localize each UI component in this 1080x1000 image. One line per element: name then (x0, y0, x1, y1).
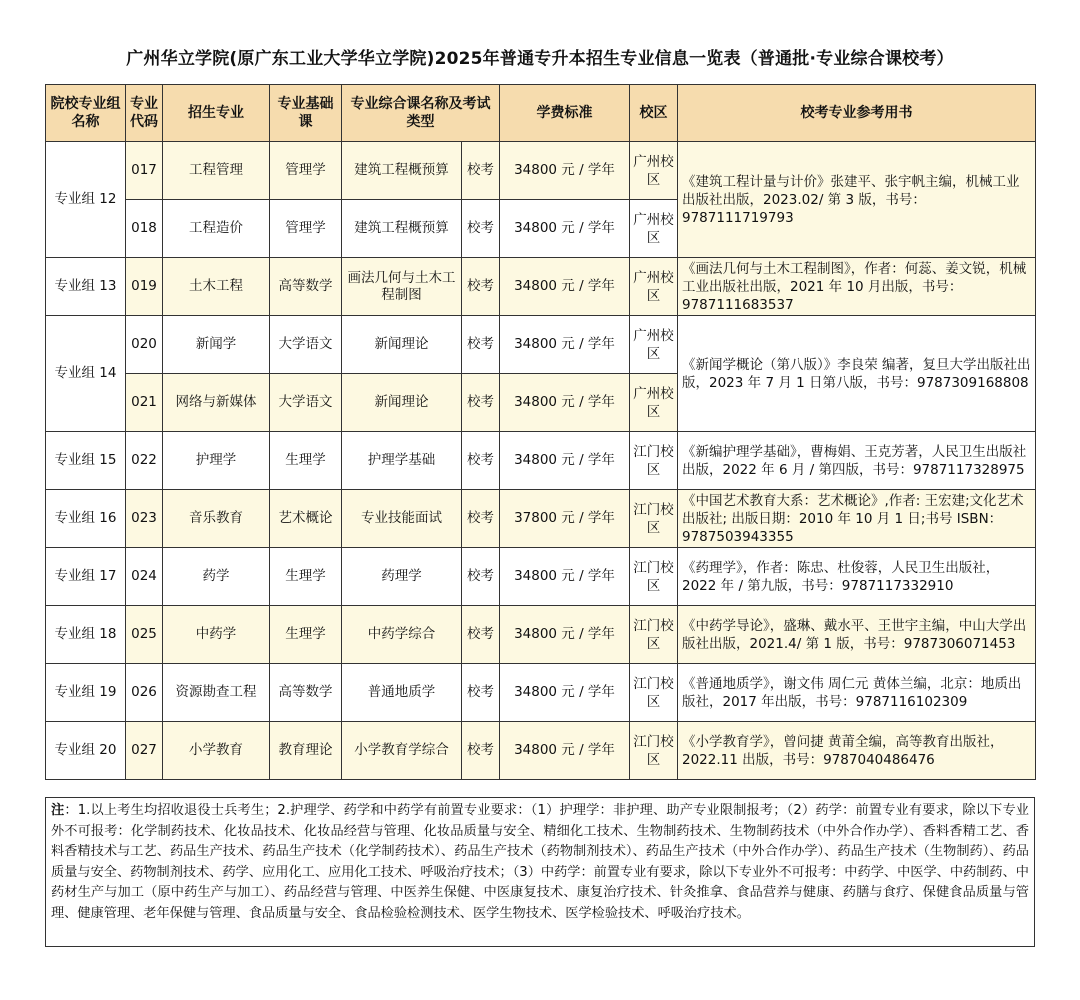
campus-cell: 江门校区 (630, 606, 678, 664)
course-name-cell: 新闻理论 (342, 374, 462, 432)
header-major: 招生专业 (163, 85, 270, 142)
header-books: 校考专业参考用书 (678, 85, 1036, 142)
group-name-cell: 专业组 16 (46, 490, 126, 548)
major-cell: 新闻学 (163, 316, 270, 374)
header-code: 专业代码 (126, 85, 163, 142)
table-row (46, 142, 1036, 200)
exam-type-cell: 校考 (462, 374, 500, 432)
notes-box (45, 797, 1035, 947)
table-row (46, 722, 1036, 780)
exam-type-cell: 校考 (462, 606, 500, 664)
fee-cell: 34800 元 / 学年 (500, 432, 630, 490)
course-name-cell: 普通地质学 (342, 664, 462, 722)
table-row (46, 258, 1036, 316)
campus-cell: 广州校区 (630, 316, 678, 374)
group-name-cell: 专业组 14 (46, 316, 126, 432)
header-course: 专业综合课名称及考试类型 (342, 85, 500, 142)
fee-cell: 34800 元 / 学年 (500, 722, 630, 780)
campus-cell: 江门校区 (630, 722, 678, 780)
course-name-cell: 护理学基础 (342, 432, 462, 490)
table-row (46, 490, 1036, 548)
campus-cell: 广州校区 (630, 374, 678, 432)
base-course-cell: 教育理论 (270, 722, 342, 780)
campus-cell: 江门校区 (630, 490, 678, 548)
reference-book-cell: 《新闻学概论（第八版）》李良荣 编著，复旦大学出版社出版，2023 年 7 月 1 日第八版，书号：9787309168808 (678, 316, 1036, 432)
reference-book-cell: 《普通地质学》，谢文伟 周仁元 黄体兰编，北京：地质出版社，2017 年出版，书号：9787116102309 (678, 664, 1036, 722)
page-title: 广州华立学院(原广东工业大学华立学院)2025年普通专升本招生专业信息一览表（普通批·专业综合课校考） (126, 49, 954, 69)
major-cell: 资源勘查工程 (163, 664, 270, 722)
fee-cell: 34800 元 / 学年 (500, 142, 630, 200)
code-cell: 024 (126, 548, 163, 606)
campus-cell: 江门校区 (630, 432, 678, 490)
base-course-cell: 高等数学 (270, 664, 342, 722)
admission-table (45, 84, 1036, 780)
reference-book-cell: 《中国艺术教育大系：艺术概论》,作者: 王宏建;文化艺术出版社; 出版日期：2010 年 10 月 1 日;书号 ISBN：9787503943355 (678, 490, 1036, 548)
course-name-cell: 小学教育学综合 (342, 722, 462, 780)
major-cell: 音乐教育 (163, 490, 270, 548)
course-name-cell: 建筑工程概预算 (342, 142, 462, 200)
fee-cell: 34800 元 / 学年 (500, 664, 630, 722)
exam-type-cell: 校考 (462, 432, 500, 490)
major-cell: 护理学 (163, 432, 270, 490)
major-cell: 工程造价 (163, 200, 270, 258)
header-group: 院校专业组名称 (46, 85, 126, 142)
course-name-cell: 新闻理论 (342, 316, 462, 374)
reference-book-cell: 《中药学导论》，盛琳、戴水平、王世宇主编，中山大学出版社出版，2021.4/ 第 1 版，书号：9787306071453 (678, 606, 1036, 664)
reference-book-cell: 《建筑工程计量与计价》张建平、张宇帆主编，机械工业出版社出版，2023.02/ 第 3 版，书号：9787111719793 (678, 142, 1036, 258)
code-cell: 017 (126, 142, 163, 200)
reference-book-cell: 《新编护理学基础》，曹梅娟、王克芳著，人民卫生出版社出版，2022 年 6 月 / 第四版，书号：9787117328975 (678, 432, 1036, 490)
course-name-cell: 药理学 (342, 548, 462, 606)
table-row (46, 548, 1036, 606)
campus-cell: 广州校区 (630, 142, 678, 200)
base-course-cell: 大学语文 (270, 316, 342, 374)
table-row (46, 606, 1036, 664)
group-name-cell: 专业组 18 (46, 606, 126, 664)
fee-cell: 34800 元 / 学年 (500, 200, 630, 258)
base-course-cell: 高等数学 (270, 258, 342, 316)
code-cell: 025 (126, 606, 163, 664)
course-name-cell: 画法几何与土木工程制图 (342, 258, 462, 316)
code-cell: 019 (126, 258, 163, 316)
exam-type-cell: 校考 (462, 200, 500, 258)
exam-type-cell: 校考 (462, 664, 500, 722)
fee-cell: 34800 元 / 学年 (500, 548, 630, 606)
base-course-cell: 管理学 (270, 142, 342, 200)
table-row (46, 664, 1036, 722)
exam-type-cell: 校考 (462, 258, 500, 316)
fee-cell: 34800 元 / 学年 (500, 316, 630, 374)
exam-type-cell: 校考 (462, 142, 500, 200)
base-course-cell: 生理学 (270, 432, 342, 490)
exam-type-cell: 校考 (462, 722, 500, 780)
base-course-cell: 艺术概论 (270, 490, 342, 548)
base-course-cell: 大学语文 (270, 374, 342, 432)
table-row (46, 432, 1036, 490)
group-name-cell: 专业组 13 (46, 258, 126, 316)
table-row (46, 316, 1036, 374)
exam-type-cell: 校考 (462, 316, 500, 374)
group-name-cell: 专业组 19 (46, 664, 126, 722)
course-name-cell: 专业技能面试 (342, 490, 462, 548)
notes-text: ：1.以上考生均招收退役士兵考生；2.护理学、药学和中药学有前置专业要求：（1）护理学：非护理、助产专业限制报考；（2）药学：前置专业有要求，除以下专业外不可报考：化学制药技术、化妆品技术、化妆品经营与管理、化妆品质量与安全、精细化工技术、生物制药技术、生物制药技术（中外合作办学）、香料香精工艺、香料香精技术与工艺、药品生产技术、药品生产技术（化学制药技术）、药品生产技术（药物制剂技术）、药品生产技术（中外合作办学）、药品生产技术（生物制药）、药品质量与安全、药物制剂技术、药学、应用化工、应用化工技术、呼吸治疗技术；（3）中药学：前置专业有要求，除以下专业外不可报考：中药学、中医学、中药制药、中药材生产与加工（原中药生产与加工）、药品经营与管理、中医养生保健、中医康复技术、康复治疗技术、针灸推拿、食品营养与健康、药膳与食疗、保健食品质量与管理、健康管理、老年保健与管理、食品质量与安全、食品检验检测技术、医学生物技术、医学检验技术、呼吸治疗技术。 (51, 803, 1029, 921)
group-name-cell: 专业组 20 (46, 722, 126, 780)
group-name-cell: 专业组 15 (46, 432, 126, 490)
campus-cell: 广州校区 (630, 258, 678, 316)
group-name-cell: 专业组 12 (46, 142, 126, 258)
header-base: 专业基础课 (270, 85, 342, 142)
fee-cell: 34800 元 / 学年 (500, 606, 630, 664)
major-cell: 土木工程 (163, 258, 270, 316)
notes-label: 注 (51, 803, 65, 818)
base-course-cell: 生理学 (270, 606, 342, 664)
fee-cell: 37800 元 / 学年 (500, 490, 630, 548)
reference-book-cell: 《小学教育学》，曾问捷 黄莆全编，高等教育出版社，2022.11 出版，书号：9787040486476 (678, 722, 1036, 780)
campus-cell: 江门校区 (630, 548, 678, 606)
major-cell: 网络与新媒体 (163, 374, 270, 432)
exam-type-cell: 校考 (462, 548, 500, 606)
reference-book-cell: 《药理学》，作者：陈忠、杜俊蓉，人民卫生出版社，2022 年 / 第九版，书号：9787117332910 (678, 548, 1036, 606)
table-header-row (46, 85, 1036, 142)
major-cell: 药学 (163, 548, 270, 606)
code-cell: 027 (126, 722, 163, 780)
base-course-cell: 管理学 (270, 200, 342, 258)
code-cell: 021 (126, 374, 163, 432)
major-cell: 工程管理 (163, 142, 270, 200)
base-course-cell: 生理学 (270, 548, 342, 606)
code-cell: 020 (126, 316, 163, 374)
campus-cell: 江门校区 (630, 664, 678, 722)
code-cell: 023 (126, 490, 163, 548)
header-fee: 学费标准 (500, 85, 630, 142)
course-name-cell: 建筑工程概预算 (342, 200, 462, 258)
fee-cell: 34800 元 / 学年 (500, 374, 630, 432)
code-cell: 022 (126, 432, 163, 490)
exam-type-cell: 校考 (462, 490, 500, 548)
campus-cell: 广州校区 (630, 200, 678, 258)
code-cell: 026 (126, 664, 163, 722)
major-cell: 小学教育 (163, 722, 270, 780)
group-name-cell: 专业组 17 (46, 548, 126, 606)
fee-cell: 34800 元 / 学年 (500, 258, 630, 316)
major-cell: 中药学 (163, 606, 270, 664)
code-cell: 018 (126, 200, 163, 258)
reference-book-cell: 《画法几何与土木工程制图》，作者：何蕊、姜文锐，机械工业出版社出版，2021 年 10 月出版，书号：9787111683537 (678, 258, 1036, 316)
header-campus: 校区 (630, 85, 678, 142)
course-name-cell: 中药学综合 (342, 606, 462, 664)
